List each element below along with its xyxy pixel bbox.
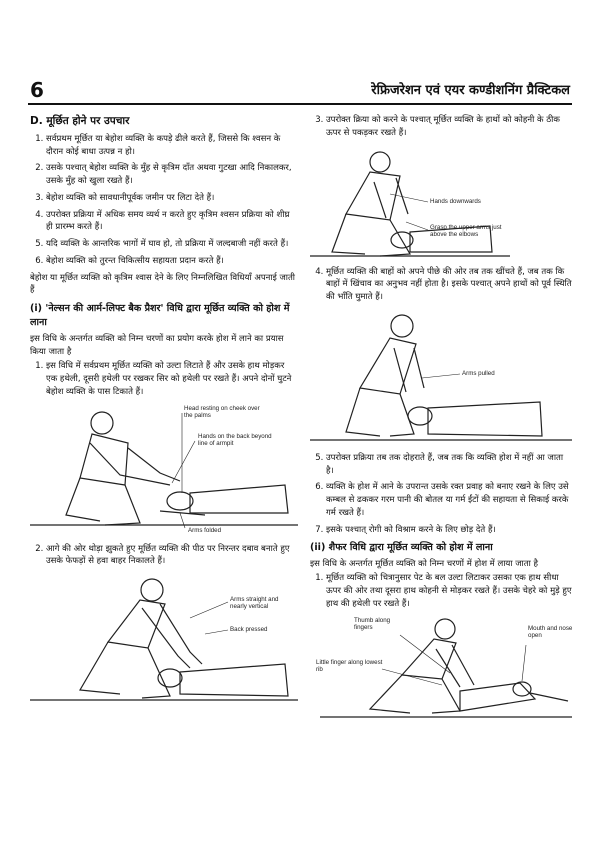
list-item: 2. आगे की ओर थोड़ा झुकते हुए मूर्छित व्यक्ति की पीठ पर निरन्तर दबाव बनाते हुए उसके फेफड़ों से हवा बाहर निकालते हैं। <box>46 543 298 569</box>
back-pressure-illustration <box>30 572 298 712</box>
list-item: 1. सर्वप्रथम मूर्छित या बेहोश व्यक्ति के कपड़े ढीले करते हैं, जिससे कि श्वसन के दौरान कोई बाधा उत्पन्न न हो। <box>46 133 298 159</box>
figure-2 <box>30 572 298 712</box>
method1-intro: इस विधि के अन्तर्गत व्यक्ति को निम्न चरणों का प्रयोग करके होश में लाने का प्रयास किया जाता है <box>30 333 284 357</box>
arms-pulled-illustration <box>310 308 572 448</box>
fig5-little-finger-label: Little finger along lowest rib <box>316 658 383 674</box>
fig1-hands-label: Hands on the back beyond line of armpit <box>198 432 272 447</box>
list-item: 3. उपरोक्त क्रिया को करने के पश्चात् मूर्छित व्यक्ति के हाथों को कोहनी के ठीक ऊपर से पकड़कर रखते हैं। <box>326 114 572 140</box>
list-item: 1. मूर्छित व्यक्ति को चित्रानुसार पेट के बल उल्टा लिटाकर उसका एक हाथ सीधा ऊपर की ओर तथा दूसरा हाथ कोहनी से मोड़कर रखते हैं। उसके चेहरे को मुड़े हुए हाथ की हथेली पर रखते हैं। <box>326 572 572 610</box>
fig5-mouth-label: Mouth and nose open <box>528 624 573 640</box>
method2-intro: इस विधि के अन्तर्गत मूर्छित व्यक्ति को निम्न चरणों में होश में लाया जाता है <box>310 558 539 569</box>
right-column <box>310 114 572 729</box>
list-item: 5. उपरोक्त प्रक्रिया तब तक दोहराते हैं, जब तक कि व्यक्ति होश में नहीं आ जाता है। <box>326 452 572 478</box>
method2-list <box>310 572 572 610</box>
methods-intro: बेहोश या मूर्छित व्यक्ति को कृत्रिम श्वास देने के लिए निम्नलिखित विधियाँ अपनाई जाती हैं <box>30 272 296 296</box>
method1-list-d <box>310 266 572 304</box>
fig3-hands-label: Hands downwards <box>430 197 481 205</box>
figure-4 <box>310 308 572 448</box>
list-item: 3. बेहोश व्यक्ति को सावधानीपूर्वक जमीन पर लिटा देते हैं। <box>46 192 298 205</box>
method1-list-e <box>310 452 572 537</box>
method1-list-c <box>310 114 572 140</box>
fig3-grasp-label: Grasp the upper arms just above the elbows <box>430 223 502 238</box>
section-d-list <box>30 133 298 268</box>
fig1-head-label: Head resting on cheek over the palms <box>184 404 260 419</box>
method1-list-b <box>30 543 298 569</box>
method1-title: (i) 'नेल्सन की आर्म-लिफ्ट बैक प्रैशर' विधि द्वारा मूर्छित व्यक्ति को होश में लाना <box>30 303 290 329</box>
list-item: 7. इसके पश्चात् रोगी को विश्राम करने के लिए छोड़ देते हैं। <box>326 524 572 537</box>
figure-5 <box>310 615 572 725</box>
left-column <box>30 114 298 716</box>
list-item: 4. मूर्छित व्यक्ति की बाहों को अपने पीछे की ओर तब तक खींचते हैं, जब तक कि बाहों में खिंचाव का अनुभव नहीं होता है। इसके पश्चात् अपने हाथों को पूर्व स्थिति की भाँति घुमाते हैं। <box>326 266 572 304</box>
fig4-arms-label: Arms pulled <box>462 369 495 377</box>
page-number: 6 <box>30 78 44 102</box>
list-item: 6. बेहोश व्यक्ति को तुरन्त चिकित्सीय सहायता प्रदान करते हैं। <box>46 255 298 268</box>
rescuer-kneeling-illustration <box>30 403 298 539</box>
list-item: 5. यदि व्यक्ति के आन्तरिक भागों में घाव हो, तो प्रक्रिया में जल्दबाजी नहीं करते हैं। <box>46 238 298 251</box>
fig1-arms-label: Arms folded <box>188 526 222 534</box>
list-item: 2. उसके पश्चात् बेहोश व्यक्ति के मुँह से कृत्रिम दाँत अथवा गुटखा आदि निकालकर, उसके मुँह को खुला रखते हैं। <box>46 162 298 188</box>
fig2-arms-label: Arms straight and nearly vertical <box>230 596 279 611</box>
figure-1 <box>30 403 298 539</box>
section-d-title: D. मूर्छित होने पर उपचार <box>30 115 130 127</box>
figure-3 <box>310 144 572 262</box>
method2-title: (ii) शैफर विधि द्वारा मूर्छित व्यक्ति को होश में लाना <box>310 542 493 554</box>
fig2-back-label: Back pressed <box>230 626 268 634</box>
header-rule <box>28 103 572 105</box>
fig5-thumb-label: Thumb along fingers <box>354 616 391 632</box>
book-title: रेफ्रिजरेशन एवं एयर कण्डीशनिंग प्रैक्टिकल <box>371 83 570 98</box>
method1-list-a <box>30 360 298 398</box>
list-item: 6. व्यक्ति के होश में आने के उपरान्त उसके रक्त प्रवाह को बनाए रखने के लिए उसे कम्बल से ढककर गरम पानी की बोतल या गर्म ईंटों की सहायता से सिकाई करके गर्म रखते हैं। <box>326 481 572 519</box>
list-item: 4. उपरोक्त प्रक्रिया में अधिक समय व्यर्थ न करते हुए कृत्रिम श्वसन प्रक्रिया को शीघ्र ही प्रारम्भ करते हैं। <box>46 209 298 235</box>
list-item: 1. इस विधि में सर्वप्रथम मूर्छित व्यक्ति को उल्टा लिटाते हैं और उसके हाथ मोड़कर एक हथेली, दूसरी हथेली पर रखकर सिर को हथेली पर रखते हैं। अपने दोनों घुटने बेहोश व्यक्ति के पास टिकाते हैं। <box>46 360 298 398</box>
